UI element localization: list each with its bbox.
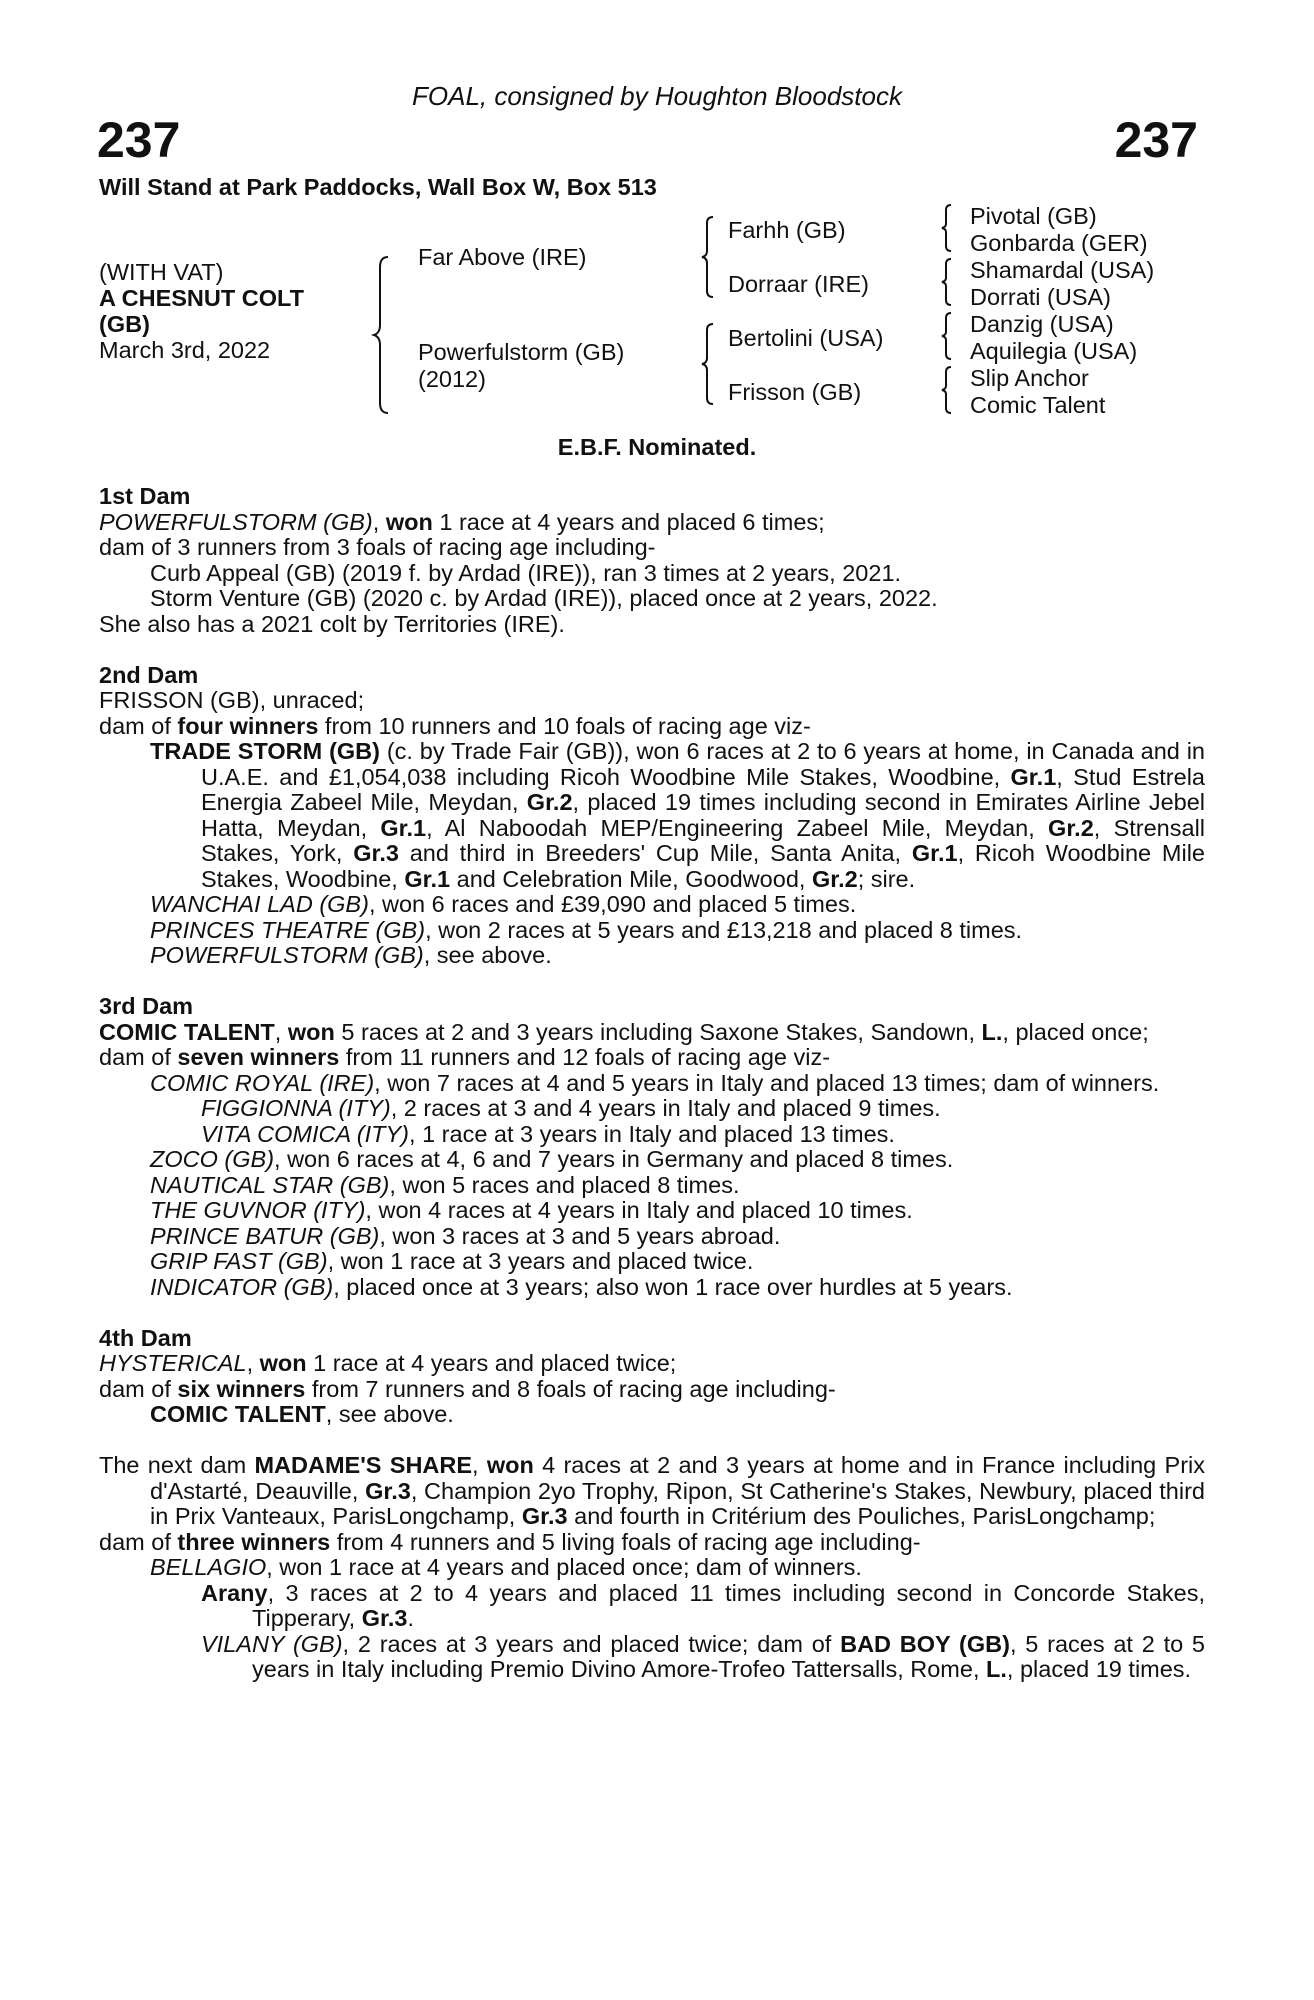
second-dam-produce-summary: dam of four winners from 10 runners and 10 foals of racing age viz- (99, 712, 811, 739)
third-dam-produce-comic-royal: COMIC ROYAL (IRE), won 7 races at 4 and 5 years in Italy and placed 13 times; dam of winners. (150, 1069, 1160, 1096)
pedigree-brace-sire (700, 215, 716, 299)
third-dam-grandproduce-vita-comica: VITA COMICA (ITY), 1 race at 3 years in Italy and placed 13 times. (201, 1120, 895, 1147)
second-dam-produce-wanchai-lad: WANCHAI LAD (GB), won 6 races and £39,090 and placed 5 times. (150, 891, 857, 917)
fourth-dam-produce-summary: dam of six winners from 7 runners and 8 foals of racing age including- (99, 1375, 836, 1402)
second-dam-heading: 2nd Dam (99, 661, 199, 688)
second-dam-produce-powerfulstorm: POWERFULSTORM (GB), see above. (150, 942, 552, 968)
pedigree-gen2-3: Bertolini (USA) (728, 325, 884, 351)
third-dam-grandproduce-figgionna: FIGGIONNA (ITY), 2 races at 3 and 4 years in Italy and placed 9 times. (201, 1095, 941, 1121)
foaling-date: March 3rd, 2022 (99, 337, 271, 363)
next-dam-line: The next dam MADAME'S SHARE, won 4 races at 2 and 3 years at home and in France including Prix d'Astarté, Deauville, Gr.3, Champion 2yo Trophy, Ripon, St Catherine's Stakes, Newbury, placed third in Prix Vanteaux, ParisLongchamp, Gr.3 and fourth in Critérium des Pouliches, ParisLongchamp; (99, 1452, 1205, 1529)
subject-title-country: (GB) (99, 311, 150, 337)
next-dam-produce-summary: dam of three winners from 4 runners and 5 living foals of racing age including- (99, 1528, 921, 1555)
pedigree-brace-dam (700, 322, 716, 406)
next-dam-grandproduce-vilany: VILANY (GB), 2 races at 3 years and placed twice; dam of BAD BOY (GB), 5 races at 2 to 5 years in Italy including Premio Divino Amore-Trofeo Tattersalls, Rome, L., placed 19 times. (201, 1630, 1206, 1682)
second-dam-produce-princes-theatre: PRINCES THEATRE (GB), won 2 races at 5 years and £13,218 and placed 8 times. (150, 916, 1023, 943)
second-dam-produce-trade-storm: TRADE STORM (GB) (c. by Trade Fair (GB)), won 6 races at 2 to 6 years at home, in Canada and in U.A.E. and £1,054,038 including Ricoh Woodbine Mile Stakes, Woodbine, Gr.1, Stud Estrela Energia Zabeel Mile, Meydan, Gr.2, placed 19 times including second in Emirates Airline Jebel Hatta, Meydan, Gr.1, Al Naboodah MEP/Engineering Zabeel Mile, Meydan, Gr.2, Strensall Stakes, York, Gr.3 and third in Breeders' Cup Mile, Santa Anita, Gr.1, Ricoh Woodbine Mile Stakes, Woodbine, Gr.1 and Celebration Mile, Goodwood, Gr.2; sire. (150, 738, 1206, 892)
pedigree-dam-year: (2012) (418, 366, 486, 392)
pedigree-gen3-4: Dorrati (USA) (970, 284, 1112, 310)
pedigree-sire: Far Above (IRE) (418, 244, 587, 270)
pedigree-brace-bertolini (940, 311, 954, 361)
pedigree-gen3-5: Danzig (USA) (970, 311, 1114, 337)
catalogue-body (99, 484, 1205, 1683)
pedigree-gen2-4: Frisson (GB) (728, 379, 862, 405)
second-dam-line: FRISSON (GB), unraced; (99, 687, 365, 713)
first-dam-heading: 1st Dam (99, 483, 191, 509)
third-dam-produce-indicator: INDICATOR (GB), placed once at 3 years; also won 1 race over hurdles at 5 years. (150, 1273, 1013, 1300)
pedigree-brace-main (372, 255, 392, 415)
third-dam-heading: 3rd Dam (99, 993, 194, 1019)
pedigree-gen3-3: Shamardal (USA) (970, 257, 1155, 283)
ebf-nomination: E.B.F. Nominated. (557, 434, 757, 460)
fourth-dam-line: HYSTERICAL, won 1 race at 4 years and placed twice; (99, 1350, 677, 1376)
pedigree-brace-frisson (940, 365, 954, 415)
vat-note: (WITH VAT) (99, 259, 224, 285)
first-dam-note: She also has a 2021 colt by Territories (IRE). (99, 610, 565, 637)
lot-number-left: 237 (97, 112, 181, 168)
first-dam-name: POWERFULSTORM (GB) (99, 508, 373, 535)
pedigree-gen2-2: Dorraar (IRE) (728, 271, 870, 297)
pedigree-gen3-1: Pivotal (GB) (970, 203, 1097, 229)
pedigree-brace-farhh (940, 203, 954, 253)
fourth-dam-produce-comic-talent: COMIC TALENT, see above. (150, 1401, 454, 1427)
first-dam-produce-1: Curb Appeal (GB) (2019 f. by Ardad (IRE)), ran 3 times at 2 years, 2021. (150, 559, 902, 586)
first-dam-produce-2: Storm Venture (GB) (2020 c. by Ardad (IRE)), placed once at 2 years, 2022. (150, 585, 938, 611)
pedigree-gen2-1: Farhh (GB) (728, 217, 846, 243)
third-dam-produce-nautical-star: NAUTICAL STAR (GB), won 5 races and placed 8 times. (150, 1171, 740, 1198)
pedigree-gen3-8: Comic Talent (970, 392, 1106, 418)
first-dam-line: POWERFULSTORM (GB), won 1 race at 4 years and placed 6 times; (99, 508, 825, 535)
third-dam-produce-prince-batur: PRINCE BATUR (GB), won 3 races at 3 and 5 years abroad. (150, 1222, 781, 1249)
stand-location: Will Stand at Park Paddocks, Wall Box W, Box 513 (99, 174, 657, 200)
pedigree-gen3-2: Gonbarda (GER) (970, 230, 1148, 256)
next-dam-grandproduce-arany: Arany, 3 races at 2 to 4 years and placed 11 times including second in Concorde Stakes, Tipperary, Gr.3. (201, 1579, 1205, 1631)
pedigree-dam: Powerfulstorm (GB) (418, 339, 625, 365)
first-dam-produce-summary: dam of 3 runners from 3 foals of racing age including- (99, 534, 656, 560)
lot-number-right: 237 (1114, 112, 1198, 168)
third-dam-produce-summary: dam of seven winners from 11 runners and 12 foals of racing age viz- (99, 1044, 831, 1070)
pedigree-gen3-6: Aquilegia (USA) (970, 338, 1138, 364)
consignor-line: FOAL, consigned by Houghton Bloodstock (412, 81, 902, 111)
third-dam-produce-zoco: ZOCO (GB), won 6 races at 4, 6 and 7 years in Germany and placed 8 times. (150, 1146, 954, 1172)
pedigree-brace-dorraar (940, 257, 954, 307)
pedigree-gen3-7: Slip Anchor (970, 365, 1089, 391)
third-dam-line: COMIC TALENT, won 5 races at 2 and 3 years including Saxone Stakes, Sandown, L., placed once; (99, 1018, 1149, 1045)
third-dam-produce-grip-fast: GRIP FAST (GB), won 1 race at 3 years and placed twice. (150, 1248, 754, 1274)
next-dam-produce-bellagio: BELLAGIO, won 1 race at 4 years and placed once; dam of winners. (150, 1554, 862, 1580)
third-dam-produce-the-guvnor: THE GUVNOR (ITY), won 4 races at 4 years in Italy and placed 10 times. (150, 1197, 913, 1223)
fourth-dam-heading: 4th Dam (99, 1324, 192, 1351)
subject-title: A CHESNUT COLT (99, 285, 304, 311)
